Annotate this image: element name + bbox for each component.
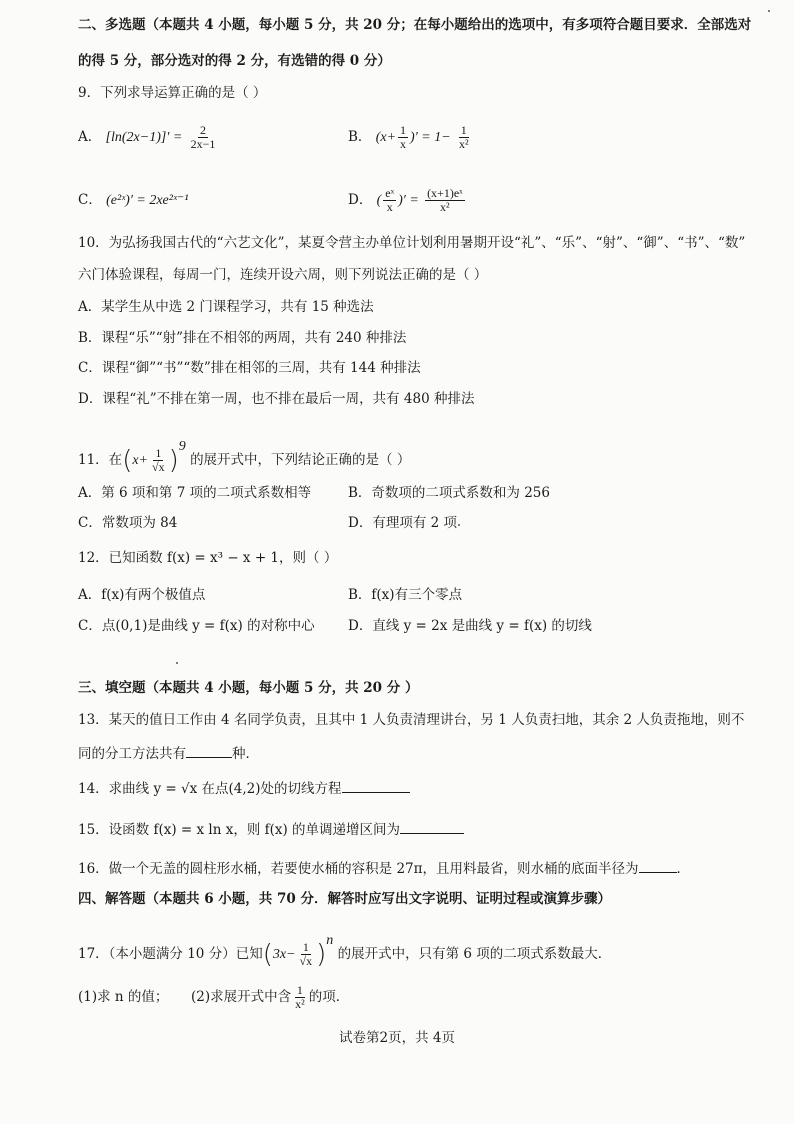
q10-option-b: B．课程“乐”“射”排在不相邻的两周，共有 240 种排法 [78, 330, 407, 346]
q9-b-inner-num: 1 [400, 123, 407, 137]
q9-b-label: B． [348, 129, 372, 145]
q14-text: 14．求曲线 y = √x 在点(4,2)处的切线方程 [78, 781, 342, 797]
q9-b-left: (x+ [375, 130, 397, 145]
q10-stem-line2: 六门体验课程，每周一门，连续开设六周，则下列说法正确的是（ ） [78, 267, 488, 283]
q10-option-d: D．课程“礼”不排在第一周，也不排在最后一周，共有 480 种排法 [78, 391, 475, 407]
q17-frac-num: 1 [302, 940, 309, 954]
q11-option-d: D．有理项有 2 项 [348, 515, 457, 531]
q9-d-left-den: x [386, 200, 393, 214]
q14-answer-blank [342, 778, 410, 793]
q17-expr-left: 3x− [272, 947, 296, 962]
q13-answer-blank [186, 743, 232, 758]
q11-prefix: 11．在 [78, 452, 123, 468]
q17-part2-prefix: (2)求展开式中含 [191, 989, 292, 1005]
q9-option-d: D． ( $\frac{\text{eˣ}}{x}$ )′ = $\frac{\text{(x+1)eˣ}}{\text{x²}}$ [348, 186, 463, 214]
q16 [78, 858, 690, 878]
q16-answer-blank [639, 858, 677, 873]
scan-speck [458, 524, 460, 526]
q9-option-a [78, 124, 219, 151]
q9-d-den: x² [440, 200, 450, 214]
q12-option-c: C．点(0,1)是曲线 y = f(x) 的对称中心 [78, 618, 315, 634]
q11-stem: 11．在(x+ $\frac{1}{√x}$ )$^9$ 的展开式中，下列结论正确的是（ ） [78, 439, 411, 476]
q14 [78, 778, 410, 798]
q9-option-c [78, 191, 189, 210]
q9-option-b [348, 124, 473, 151]
q9-d-num: (x+1)eˣ [427, 186, 463, 200]
section2-heading-line2: 的得 5 分，部分选对的得 2 分，有选错的得 0 分） [78, 53, 391, 69]
q15-answer-blank [400, 819, 464, 834]
q13-suffix: 种． [232, 746, 259, 762]
page-footer: 试卷第2页，共 4页 [339, 1030, 455, 1046]
q9-b-inner-fraction [398, 124, 408, 151]
q9-c-label: C． [78, 192, 102, 208]
q9-b-fraction [457, 124, 471, 151]
q9-a-label: A． [78, 129, 102, 145]
q11-power: 9 [178, 439, 186, 454]
q17-part1: (1)求 n 的值； [78, 989, 169, 1005]
q17-part2-den: x² [295, 997, 305, 1011]
q12-option-d: D．直线 y = 2x 是曲线 y = f(x) 的切线 [348, 618, 592, 634]
q17-fraction [298, 941, 315, 968]
q10-option-a: A．某学生从中选 2 门课程学习，共有 15 种选法 [78, 299, 374, 315]
q9-b-den: x² [458, 137, 469, 151]
q17-frac-den: √x [299, 954, 313, 968]
q9-a-num: 2 [200, 123, 207, 137]
q17-part2-suffix: 的项． [308, 989, 350, 1005]
q10-option-c: C．课程“御”“书”“数”排在相邻的三周，共有 144 种排法 [78, 360, 421, 376]
q15 [78, 819, 464, 839]
section4-heading: 四、解答题（本题共 6 小题，共 70 分．解答时应写出文字说明、证明过程或演算步骤） [78, 891, 611, 907]
q11-expr-left: x+ [132, 453, 149, 468]
q17-stem: 17．（本小题满分 10 分）已知(3x− $\frac{1}{√x}$ )$^n$ 的展开式中，只有第 6 项的二项式系数最大． [78, 933, 612, 970]
section3-heading: 三、填空题（本题共 4 小题，每小题 5 分，共 20 分 ） [78, 680, 419, 696]
q11-frac-num: 1 [155, 446, 162, 460]
q12-stem: 12．已知函数 f(x) = x³ − x + 1，则（ ） [78, 550, 338, 566]
q13-line2 [78, 743, 259, 763]
q9-d-fraction [425, 187, 465, 214]
q13-line1: 13．某天的值日工作由 4 名同学负责，且其中 1 人负责清理讲台，另 1 人负责扫地，其余 2 人负责拖地，则不 [78, 712, 745, 728]
q9-a-fraction [189, 124, 218, 151]
q11-suffix: 的展开式中，下列结论正确的是（ ） [190, 452, 411, 468]
q9-d-left-num: eˣ [385, 186, 395, 200]
q9-a-den: 2x−1 [190, 137, 216, 151]
q16-text: 16．做一个无盖的圆柱形水桶，若要使水桶的容积是 27π，且用料最省，则水桶的底面半径为 [78, 861, 639, 877]
scan-speck [176, 662, 178, 664]
q17-prefix: 17．（本小题满分 10 分）已知 [78, 946, 263, 962]
q9-c-expr: (e²ˣ)′ = 2xe²ˣ⁻¹ [106, 193, 189, 208]
q9-stem: 9．下列求导运算正确的是（ ） [78, 85, 267, 101]
q13-prefix: 同的分工方法共有 [78, 746, 186, 762]
q9-b-mid: )′ = 1− [410, 130, 451, 145]
q17-power: n [326, 933, 334, 948]
q11-fraction [150, 447, 167, 474]
q9-b-num: 1 [460, 123, 467, 137]
q9-b-inner-den: x [400, 137, 407, 151]
q11-option-b: B．奇数项的二项式系数和为 256 [348, 485, 550, 501]
q17-parts [78, 982, 349, 1012]
scan-speck [768, 10, 770, 12]
q17-suffix: 的展开式中，只有第 6 项的二项式系数最大． [337, 946, 612, 962]
q9-d-eq: )′ = [398, 193, 419, 208]
q16-end: ． [676, 861, 691, 877]
q9-d-left-fraction [383, 187, 396, 214]
q9-a-left: [ln(2x−1)]′ = [105, 130, 183, 145]
q12-option-b: B．f(x)有三个零点 [348, 587, 463, 603]
q11-frac-den: √x [152, 460, 165, 474]
q17-part2-num: 1 [296, 983, 303, 997]
q10-stem-line1: 10．为弘扬我国古代的“六艺文化”，某夏令营主办单位计划利用暑期开设“礼”、“乐”、“射”、“御”、“书”、“数” [78, 235, 746, 251]
q11-option-c: C．常数项为 84 [78, 515, 178, 531]
section2-heading-line1: 二、多选题（本题共 4 小题，每小题 5 分，共 20 分；在每小题给出的选项中，有多项符合题目要求．全部选对 [78, 17, 752, 33]
q9-d-label: D． [348, 192, 373, 208]
q17-part2-fraction [293, 984, 307, 1011]
q15-text: 15．设函数 f(x) = x ln x，则 f(x) 的单调递增区间为 [78, 822, 401, 838]
q11-option-a: A．第 6 项和第 7 项的二项式系数相等 [78, 485, 312, 501]
q12-option-a: A．f(x)有两个极值点 [78, 587, 206, 603]
